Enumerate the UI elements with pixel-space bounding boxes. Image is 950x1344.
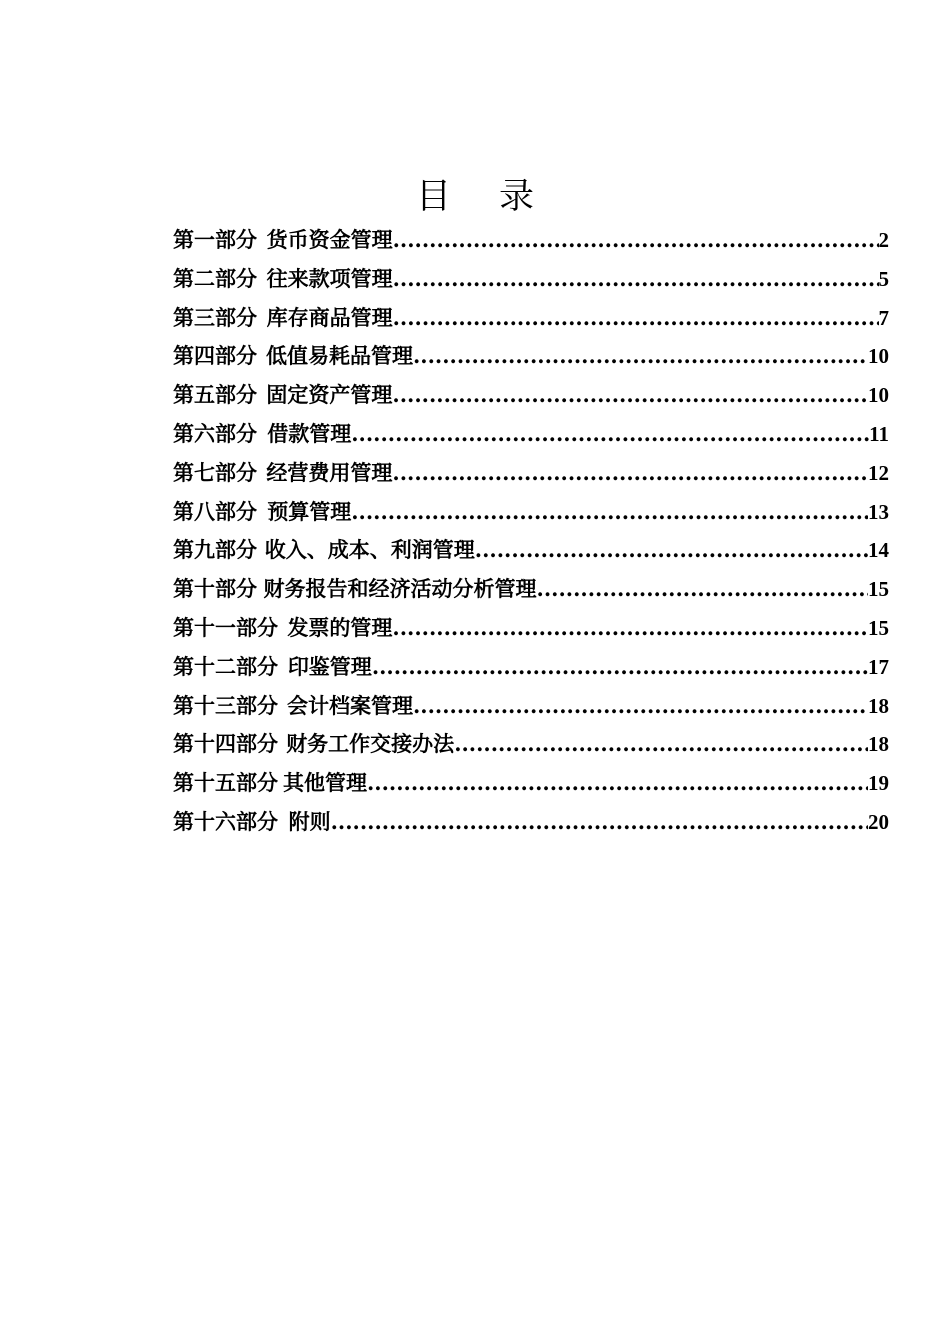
- toc-page-number: 13: [868, 499, 889, 524]
- toc-part-label: 第六部分: [173, 420, 257, 446]
- toc-page-number: 14: [868, 538, 889, 563]
- toc-part-label: 第二部分: [173, 265, 257, 291]
- toc-page-number: 10: [868, 344, 889, 369]
- toc-part-label: 第五部分: [173, 382, 257, 408]
- toc-section-name: 往来款项管理: [266, 265, 393, 291]
- dot-leader: [392, 376, 868, 415]
- toc-entry-2[interactable]: [173, 260, 889, 299]
- toc-part-label: 第十一部分: [173, 614, 278, 640]
- toc-section-name: 财务工作交接办法: [286, 731, 455, 757]
- toc-title-char-2: 录: [499, 177, 535, 217]
- toc-page-number: 10: [868, 383, 889, 408]
- toc-part-label: 第十部分: [173, 576, 257, 602]
- toc-entry-9[interactable]: [173, 531, 889, 570]
- dot-leader: [454, 725, 868, 764]
- toc-page-number: 20: [868, 809, 889, 834]
- toc-page-number: 7: [878, 305, 889, 330]
- toc-page-number: 18: [868, 732, 889, 757]
- toc-title-char-1: 目: [415, 177, 451, 217]
- toc-section-name: 印鉴管理: [287, 653, 372, 679]
- dot-leader: [351, 493, 868, 532]
- toc-section-name: 固定资产管理: [266, 382, 393, 408]
- toc-part-label: 第一部分: [173, 227, 257, 252]
- dot-leader: [372, 648, 868, 687]
- toc-part-label: 第十四部分: [173, 731, 278, 757]
- toc-part-label: 第十五部分: [173, 770, 278, 796]
- toc-section-name: 库存商品管理: [266, 304, 393, 330]
- dot-leader: [537, 570, 868, 609]
- dot-leader: [351, 415, 869, 454]
- dot-leader: [393, 221, 879, 260]
- toc-entry-6[interactable]: [173, 415, 889, 454]
- toc-part-label: 第八部分: [173, 498, 257, 524]
- toc-part-label: 第十三部分: [173, 692, 278, 718]
- toc-section-name: 发票的管理: [287, 614, 393, 640]
- toc-section-name: 预算管理: [267, 498, 352, 524]
- dot-leader: [331, 803, 868, 842]
- toc-section-name: 附则: [288, 808, 331, 834]
- toc-page-number: 18: [868, 693, 889, 718]
- dot-leader: [413, 687, 868, 726]
- toc-entry-8[interactable]: [173, 493, 889, 532]
- table-of-contents: [173, 221, 889, 842]
- dot-leader: [392, 454, 868, 493]
- toc-entry-12[interactable]: [173, 648, 889, 687]
- dot-leader: [367, 764, 868, 803]
- toc-page-number: 15: [868, 577, 889, 602]
- toc-part-label: 第十六部分: [173, 808, 278, 834]
- toc-entry-10[interactable]: [173, 570, 889, 609]
- toc-entry-3[interactable]: [173, 299, 889, 338]
- toc-entry-16[interactable]: [173, 803, 889, 842]
- toc-section-name: 其他管理: [282, 770, 367, 796]
- toc-section-name: 经营费用管理: [266, 459, 393, 485]
- toc-page-number: 11: [869, 421, 889, 446]
- toc-section-name: 财务报告和经济活动分析管理: [263, 576, 537, 602]
- dot-leader: [393, 260, 879, 299]
- toc-section-name: 借款管理: [267, 420, 352, 446]
- toc-entry-1[interactable]: [173, 221, 889, 260]
- toc-page-number: 15: [868, 615, 889, 640]
- toc-entry-11[interactable]: [173, 609, 889, 648]
- toc-page-number: 17: [868, 654, 889, 679]
- toc-part-label: 第九部分: [173, 537, 257, 563]
- toc-entry-5[interactable]: [173, 376, 889, 415]
- toc-entry-14[interactable]: [173, 725, 889, 764]
- toc-page-number: 19: [868, 771, 889, 796]
- toc-part-label: 第四部分: [173, 343, 257, 369]
- toc-page-number: 5: [878, 266, 889, 291]
- toc-title: [0, 172, 950, 222]
- dot-leader: [475, 531, 868, 570]
- toc-section-name: 货币资金管理: [266, 227, 393, 252]
- toc-entry-7[interactable]: [173, 454, 889, 493]
- toc-page-number: 12: [868, 460, 889, 485]
- toc-entry-15[interactable]: [173, 764, 889, 803]
- toc-section-name: 收入、成本、利润管理: [264, 537, 475, 563]
- dot-leader: [392, 609, 868, 648]
- toc-part-label: 第三部分: [173, 304, 257, 330]
- toc-page-number: 2: [878, 228, 889, 252]
- dot-leader: [413, 337, 868, 376]
- toc-part-label: 第十二部分: [173, 653, 278, 679]
- dot-leader: [393, 299, 879, 338]
- toc-section-name: 会计档案管理: [287, 692, 413, 718]
- toc-entry-13[interactable]: [173, 687, 889, 726]
- toc-entry-4[interactable]: [173, 337, 889, 376]
- toc-section-name: 低值易耗品管理: [266, 343, 413, 369]
- toc-part-label: 第七部分: [173, 459, 257, 485]
